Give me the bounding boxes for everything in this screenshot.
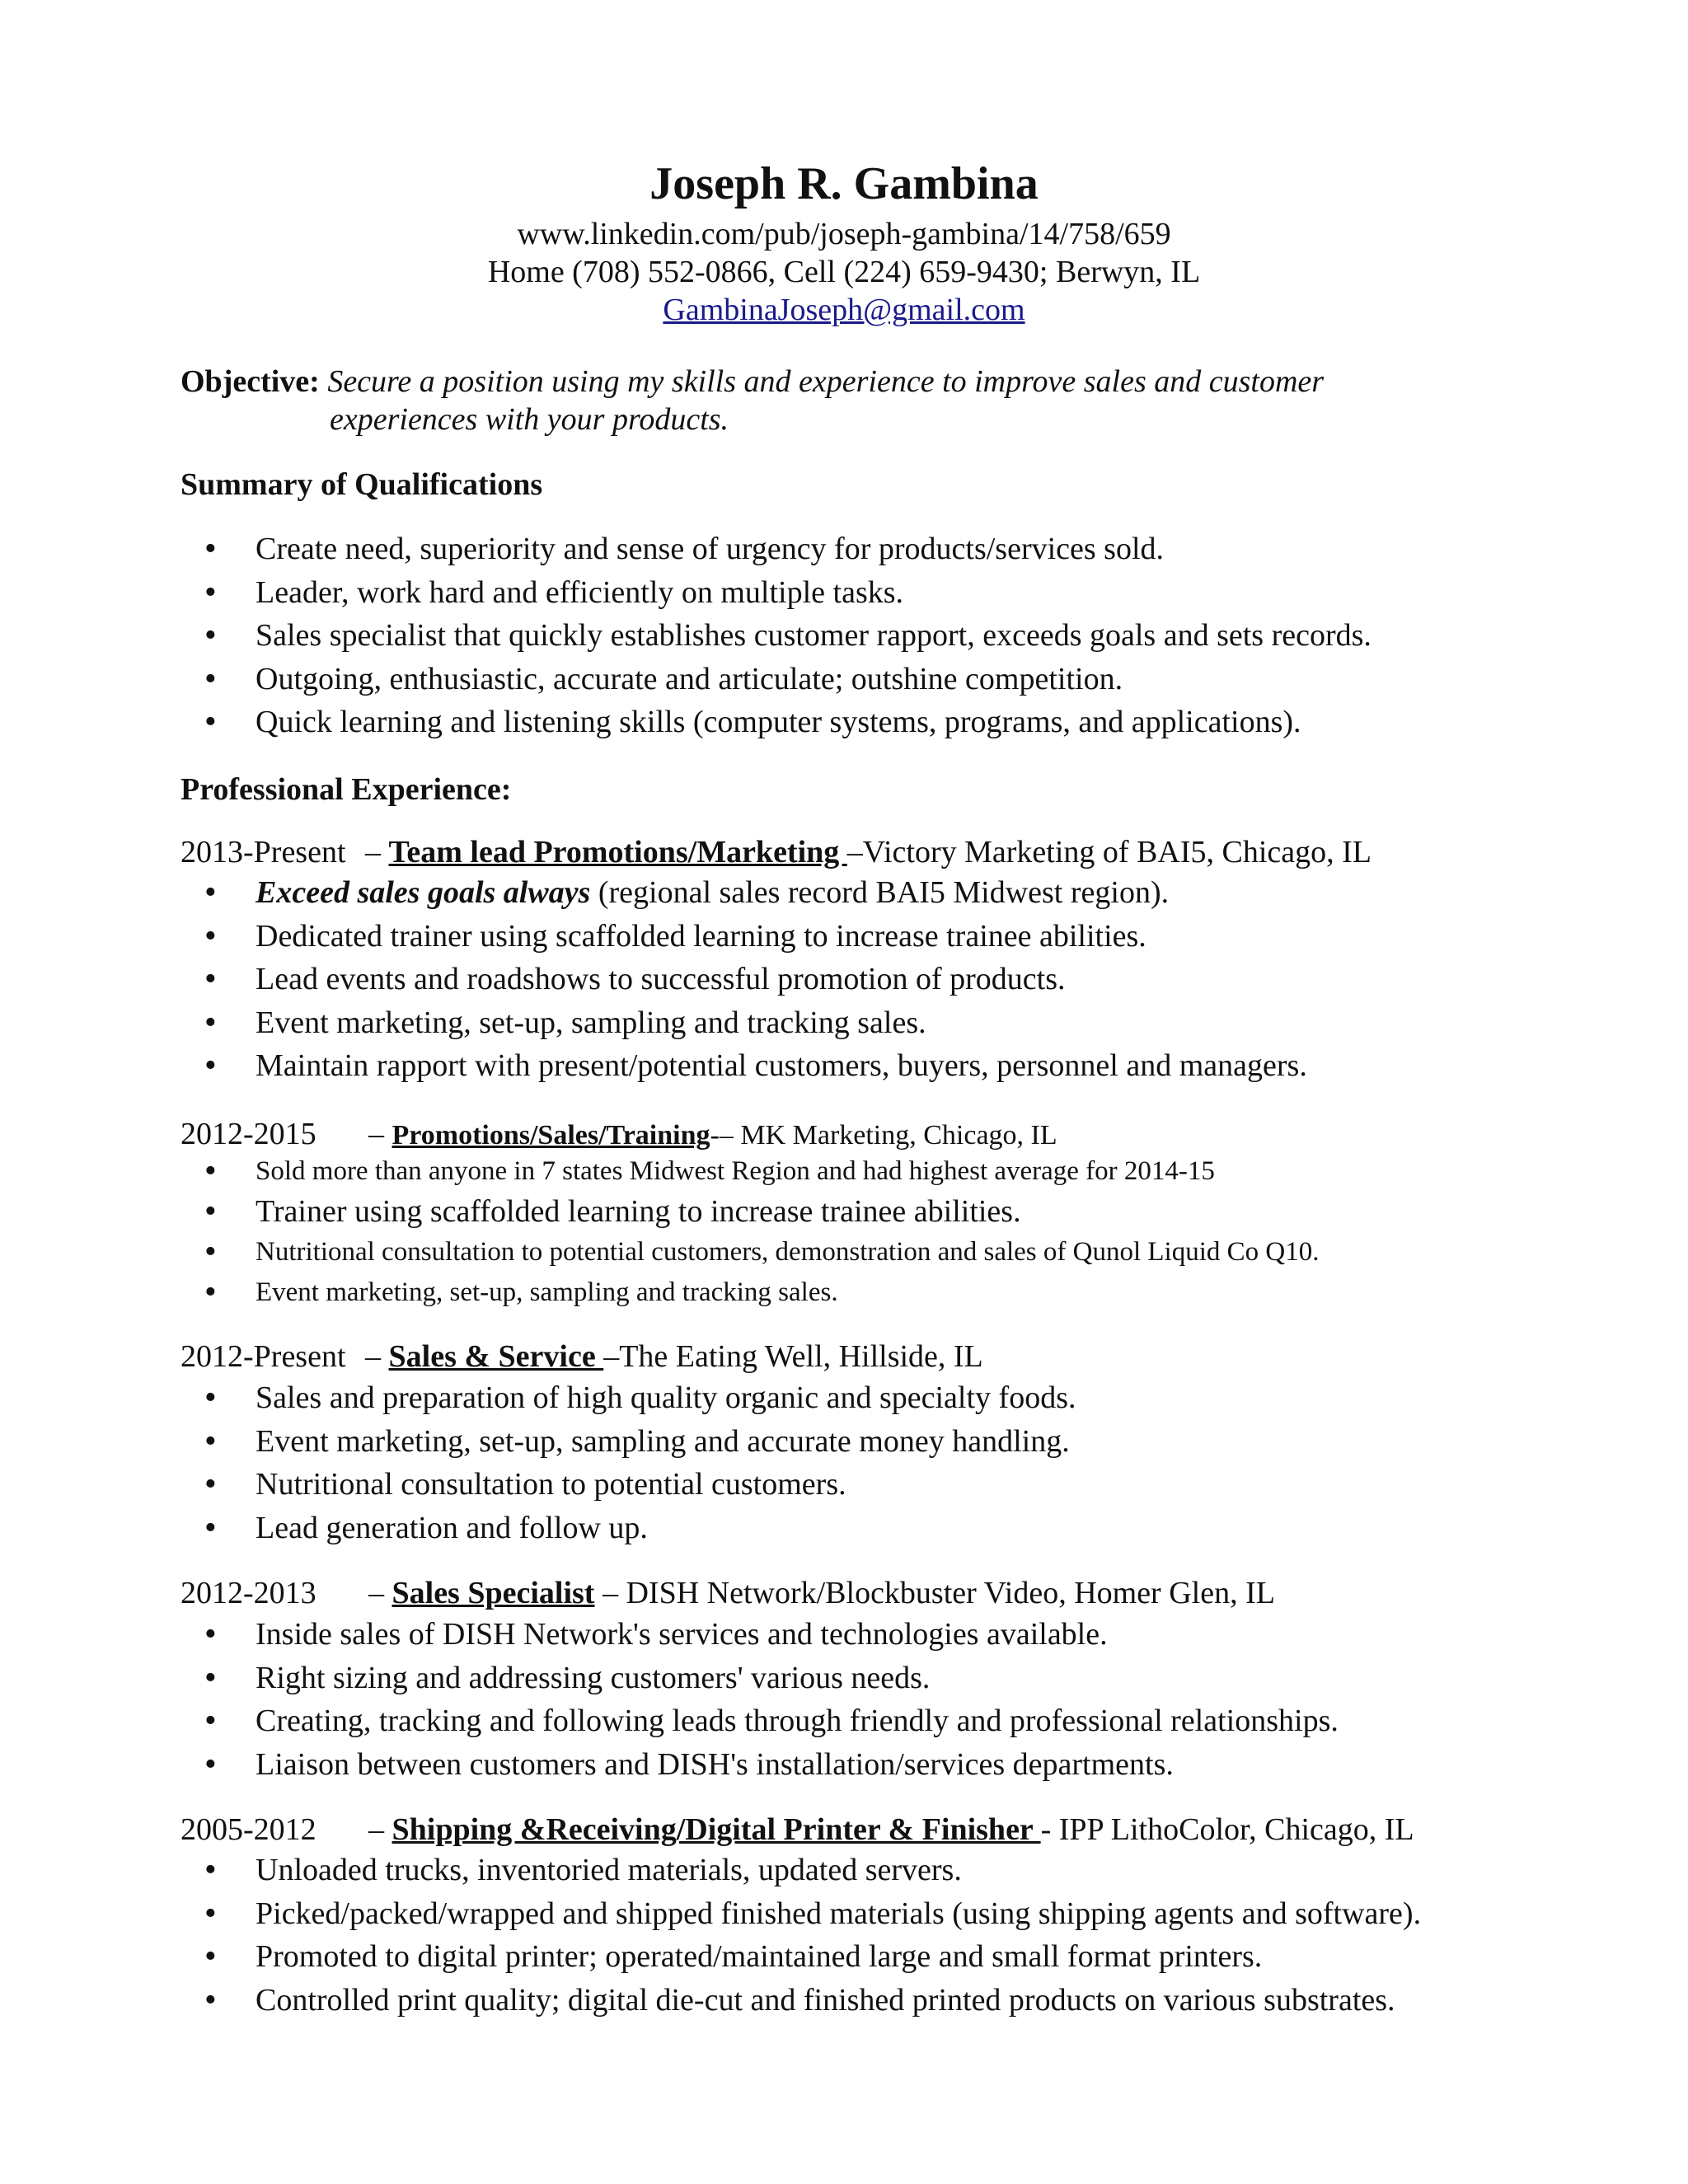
list-item: • Inside sales of DISH Network's services and technologies available. [181, 1613, 1532, 1657]
list-item: • Lead events and roadshows to successful promotion of products. [181, 958, 1532, 1001]
job-dates: 2012-Present [181, 1339, 346, 1374]
list-item: • Creating, tracking and following leads through friendly and professional relationships. [181, 1699, 1532, 1743]
list-item: • Sales and preparation of high quality organic and specialty foods. [181, 1376, 1532, 1420]
experience-title: Professional Experience: [181, 772, 512, 807]
list-item: • Quick learning and listening skills (computer systems, programs, and applications). [181, 701, 1532, 744]
job-heading [181, 1811, 1414, 1849]
objective-text-line1: Secure a position using my skills and experience to improve sales and customer [327, 364, 1325, 399]
objective-section [181, 363, 1524, 438]
email-link[interactable]: GambinaJoseph@gmail.com [663, 293, 1025, 327]
list-item: • Event marketing, set-up, sampling and tracking sales. [181, 1001, 1532, 1045]
job-duties-list [181, 1151, 1532, 1313]
list-item: • Controlled print quality; digital die-cut and finished printed products on various substrates. [181, 1979, 1532, 2022]
job-dates: 2013-Present [181, 835, 346, 869]
list-item [181, 871, 1532, 915]
list-item: • Unloaded trucks, inventoried materials, updated servers. [181, 1849, 1532, 1892]
summary-title: Summary of Qualifications [181, 467, 543, 502]
list-item: • Right sizing and addressing customers' various needs. [181, 1657, 1532, 1700]
job-dates: 2012-2015 [181, 1117, 316, 1151]
job-separator: – [365, 835, 389, 869]
list-item: • Sold more than anyone in 7 states Midwest Region and had highest average for 2014-15 [181, 1151, 1532, 1192]
list-item: • Promoted to digital printer; operated/maintained large and small format printers. [181, 1935, 1532, 1979]
job-heading [181, 1338, 983, 1376]
job-company: -– MK Marketing, Chicago, IL [710, 1120, 1057, 1151]
job-duties-list [181, 871, 1532, 1088]
job-separator: – [368, 1117, 392, 1151]
job-separator: – [368, 1576, 392, 1610]
linkedin-url[interactable]: www.linkedin.com/pub/joseph-gambina/14/758/659 [517, 217, 1171, 251]
list-item: • Outgoing, enthusiastic, accurate and articulate; outshine competition. [181, 658, 1532, 701]
list-item: • Event marketing, set-up, sampling and tracking sales. [181, 1272, 1532, 1313]
job-company: –Victory Marketing of BAI5, Chicago, IL [846, 835, 1372, 869]
job-title: Promotions/Sales/Training [392, 1120, 710, 1151]
job-company: - IPP LithoColor, Chicago, IL [1040, 1812, 1414, 1847]
job-company: –The Eating Well, Hillside, IL [603, 1339, 983, 1374]
job-separator: – [368, 1812, 392, 1847]
list-item-text: (regional sales record BAI5 Midwest region). [590, 875, 1170, 910]
list-item: • Trainer using scaffolded learning to increase trainee abilities. [181, 1192, 1532, 1232]
summary-list [181, 527, 1532, 744]
list-item: • Liaison between customers and DISH's installation/services departments. [181, 1743, 1532, 1787]
job-title: Sales Specialist [392, 1576, 595, 1610]
list-item: • Nutritional consultation to potential customers. [181, 1463, 1532, 1507]
list-item: • Picked/packed/wrapped and shipped finished materials (using shipping agents and software). [181, 1892, 1532, 1936]
job-duties-list [181, 1613, 1532, 1786]
list-item: • Sales specialist that quickly establishes customer rapport, exceeds goals and sets records. [181, 614, 1532, 658]
job-heading [181, 833, 1372, 871]
job-title: Sales & Service [388, 1339, 604, 1374]
job-title: Team lead Promotions/Marketing [388, 835, 847, 869]
phone-location: Home (708) 552-0866, Cell (224) 659-9430; Berwyn, IL [487, 255, 1201, 289]
list-item: • Dedicated trainer using scaffolded learning to increase trainee abilities. [181, 915, 1532, 958]
candidate-name: Joseph R. Gambina [649, 158, 1039, 209]
list-item: • Create need, superiority and sense of urgency for products/services sold. [181, 527, 1532, 571]
job-dates: 2005-2012 [181, 1812, 316, 1847]
job-separator: – [365, 1339, 389, 1374]
list-item: • Leader, work hard and efficiently on multiple tasks. [181, 571, 1532, 615]
job-heading [181, 1115, 1057, 1155]
resume-header [0, 152, 1688, 329]
job-duties-list [181, 1376, 1532, 1549]
job-duties-list [181, 1849, 1532, 2022]
list-item: • Nutritional consultation to potential customers, demonstration and sales of Qunol Liquid Co Q10. [181, 1232, 1532, 1272]
job-heading [181, 1574, 1275, 1612]
objective-text-line2: experiences with your products. [330, 402, 729, 437]
list-item: • Maintain rapport with present/potential customers, buyers, personnel and managers. [181, 1044, 1532, 1088]
list-item: • Event marketing, set-up, sampling and accurate money handling. [181, 1420, 1532, 1464]
emphasis-text: Exceed sales goals always [256, 875, 591, 910]
job-company: – DISH Network/Blockbuster Video, Homer Glen, IL [594, 1576, 1275, 1610]
objective-label: Objective: [181, 364, 320, 399]
job-dates: 2012-2013 [181, 1576, 316, 1610]
list-item: • Lead generation and follow up. [181, 1507, 1532, 1550]
job-title: Shipping &Receiving/Digital Printer & Finisher [392, 1812, 1041, 1847]
